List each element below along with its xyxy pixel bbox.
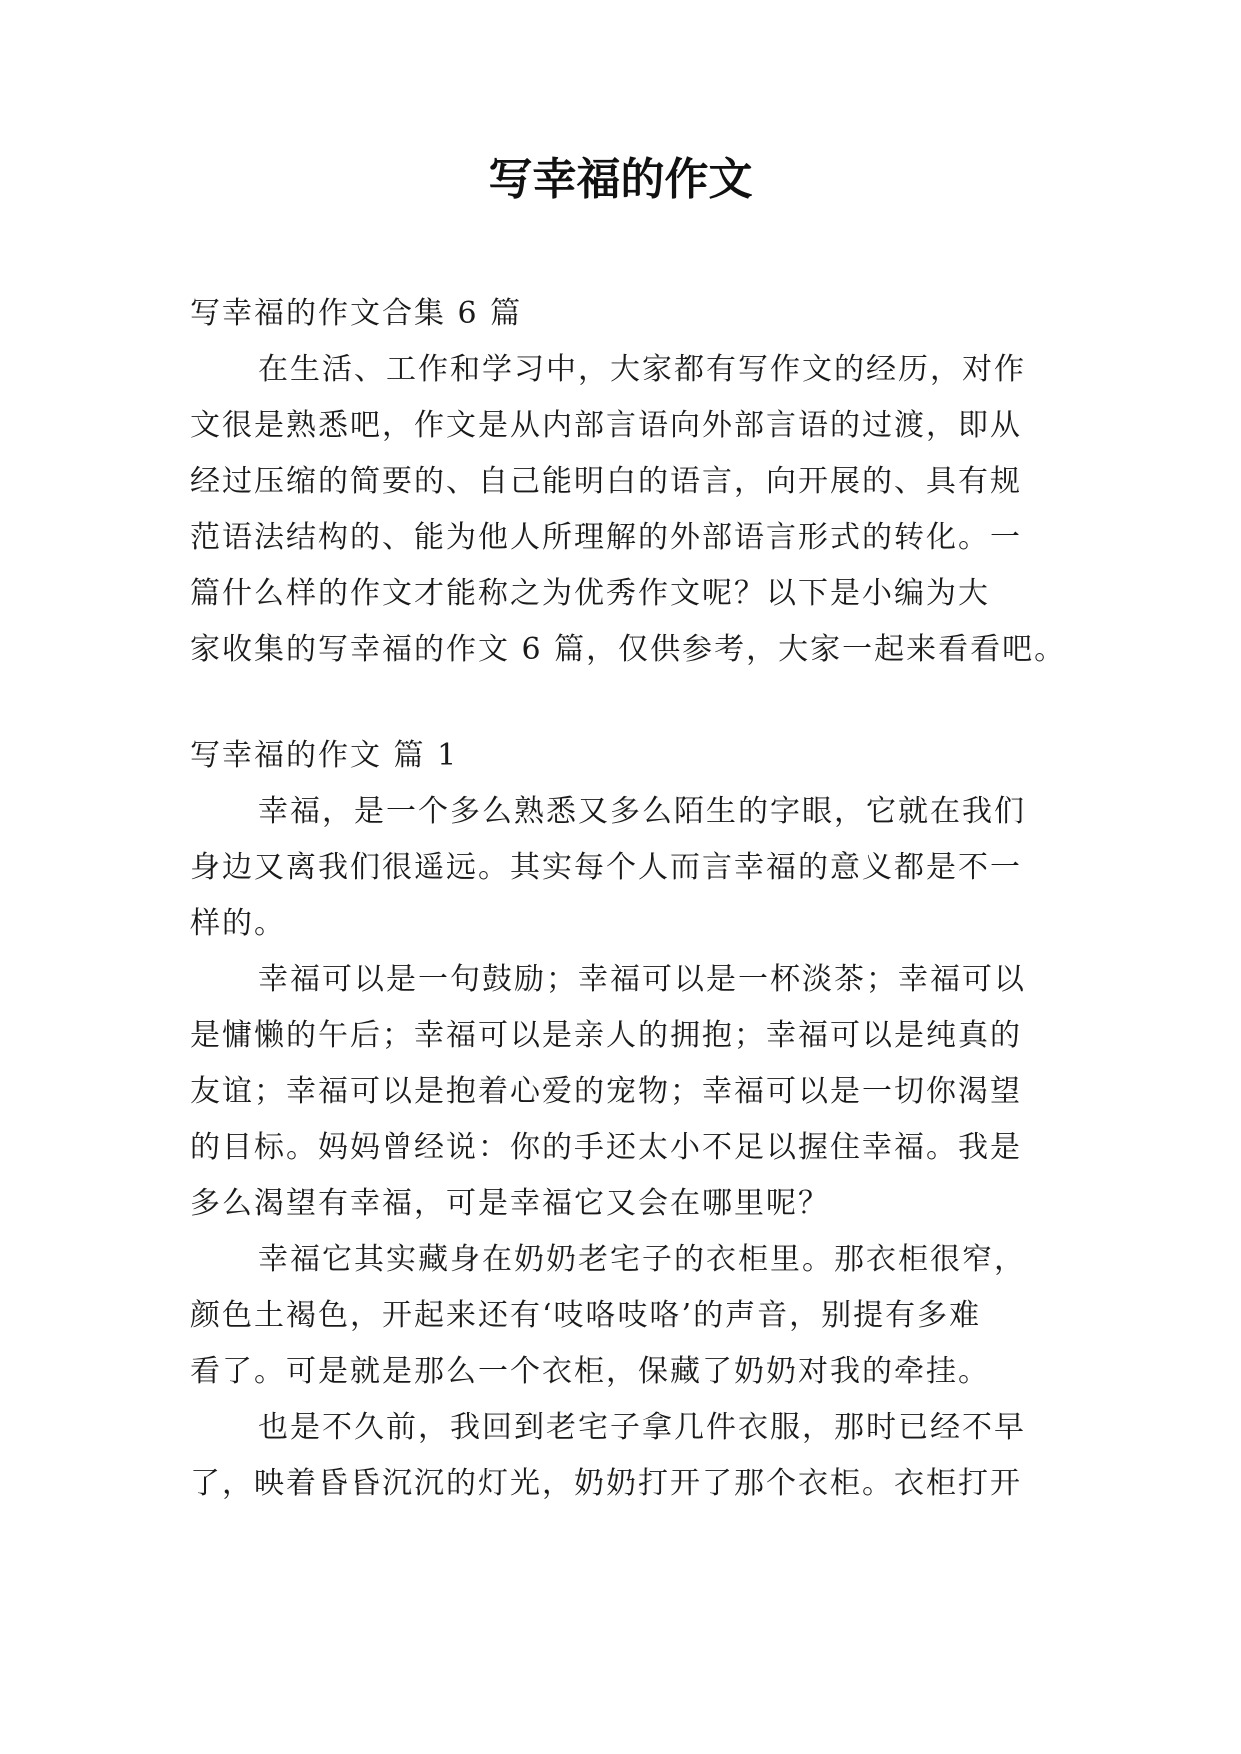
paragraph-line: 多么渴望有幸福，可是幸福它又会在哪里呢？ [190, 1186, 830, 1221]
section-heading: 写幸福的作文 篇 1 [190, 738, 459, 773]
collection-subtitle: 写幸福的作文合集 6 篇 [190, 296, 523, 331]
intro-line: 篇什么样的作文才能称之为优秀作文呢？以下是小编为大 [190, 576, 990, 611]
paragraph-3 [190, 1232, 1050, 1400]
paragraph-line: 也是不久前，我回到老宅子拿几件衣服，那时已经不早 [258, 1410, 1026, 1445]
paragraph-line: 友谊；幸福可以是抱着心爱的宠物；幸福可以是一切你渴望 [190, 1074, 1022, 1109]
intro-line: 范语法结构的、能为他人所理解的外部语言形式的转化。一 [190, 520, 1022, 555]
paragraph-4 [190, 1400, 1050, 1512]
intro-line: 文很是熟悉吧，作文是从内部言语向外部言语的过渡，即从 [190, 408, 1022, 443]
paragraph-line: 样的。 [190, 906, 286, 941]
intro-line: 家收集的写幸福的作文 6 篇，仅供参考，大家一起来看看吧。 [190, 632, 1067, 667]
intro-line: 在生活、工作和学习中，大家都有写作文的经历，对作 [258, 352, 1026, 387]
paragraph-1 [190, 784, 1050, 952]
paragraph-line: 幸福它其实藏身在奶奶老宅子的衣柜里。那衣柜很窄， [258, 1242, 1026, 1277]
document-title: 写幸福的作文 [488, 154, 753, 205]
paragraph-line: 幸福，是一个多么熟悉又多么陌生的字眼，它就在我们 [258, 794, 1026, 829]
document-body [190, 286, 1067, 1512]
intro-paragraph [190, 342, 1067, 678]
paragraph-line: 幸福可以是一句鼓励；幸福可以是一杯淡茶；幸福可以 [258, 962, 1026, 997]
paragraph-2 [190, 952, 1050, 1232]
paragraph-line: 身边又离我们很遥远。其实每个人而言幸福的意义都是不一 [190, 850, 1022, 885]
paragraph-line: 看了。可是就是那么一个衣柜，保藏了奶奶对我的牵挂。 [190, 1354, 990, 1389]
paragraph-line: 颜色土褐色，开起来还有‘吱咯吱咯’的声音，别提有多难 [190, 1298, 982, 1333]
paragraph-line: 是慵懒的午后；幸福可以是亲人的拥抱；幸福可以是纯真的 [190, 1018, 1022, 1053]
paragraph-line: 的目标。妈妈曾经说：你的手还太小不足以握住幸福。我是 [190, 1130, 1022, 1165]
paragraph-line: 了，映着昏昏沉沉的灯光，奶奶打开了那个衣柜。衣柜打开 [190, 1466, 1022, 1501]
intro-line: 经过压缩的简要的、自己能明白的语言，向开展的、具有规 [190, 464, 1022, 499]
section-spacer [190, 678, 1050, 728]
